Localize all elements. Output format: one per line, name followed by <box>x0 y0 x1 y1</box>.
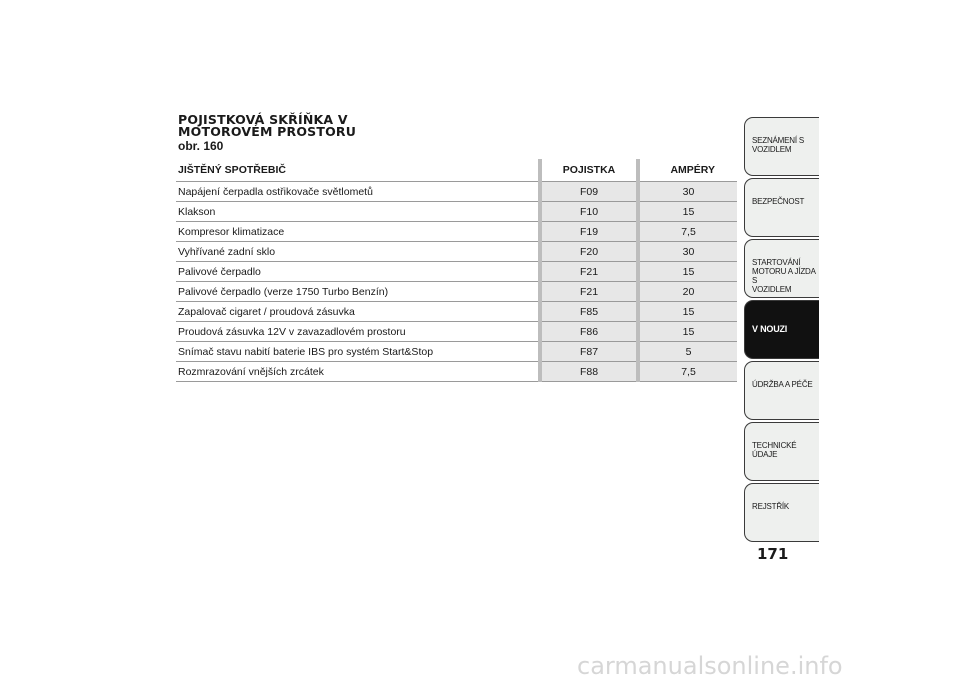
consumer-cell: Palivové čerpadlo (verze 1750 Turbo Benzín) <box>176 282 540 302</box>
consumer-cell: Rozmrazování vnějších zrcátek <box>176 362 540 382</box>
fuse-cell: F87 <box>540 342 638 362</box>
fuse-cell: F85 <box>540 302 638 322</box>
ampere-cell: 30 <box>638 182 737 202</box>
fuse-cell: F88 <box>540 362 638 382</box>
ampere-cell: 15 <box>638 262 737 282</box>
page-number: 171 <box>757 545 789 563</box>
table-row <box>176 182 737 202</box>
fuse-cell: F21 <box>540 282 638 302</box>
table-row <box>176 362 737 382</box>
ampere-cell: 15 <box>638 322 737 342</box>
section-title-line-1: POJISTKOVÁ SKŘÍŇKA V <box>178 112 348 127</box>
fuse-cell: F86 <box>540 322 638 342</box>
watermark: carmanualsonline.info <box>577 652 843 680</box>
consumer-cell: Snímač stavu nabití baterie IBS pro systém Start&Stop <box>176 342 540 362</box>
fuse-cell: F09 <box>540 182 638 202</box>
ampere-cell: 7,5 <box>638 222 737 242</box>
tab-emergency[interactable]: V NOUZI <box>744 300 819 359</box>
fuse-cell: F20 <box>540 242 638 262</box>
section-title-line-2: MOTOROVÉM PROSTORU <box>178 124 357 139</box>
ampere-cell: 30 <box>638 242 737 262</box>
fuse-cell: F19 <box>540 222 638 242</box>
consumer-cell: Zapalovač cigaret / proudová zásuvka <box>176 302 540 322</box>
tab-starting-driving[interactable]: STARTOVÁNÍ MOTORU A JÍZDA S VOZIDLEM <box>744 239 819 298</box>
section-title <box>178 114 356 138</box>
chapter-tabs <box>744 117 819 544</box>
table-row <box>176 242 737 262</box>
tab-technical-data[interactable]: TECHNICKÉ ÚDAJE <box>744 422 819 481</box>
tab-safety[interactable]: BEZPEČNOST <box>744 178 819 237</box>
header-consumer: JIŠTĚNÝ SPOTŘEBIČ <box>176 159 540 182</box>
table-row <box>176 322 737 342</box>
figure-reference: obr. 160 <box>178 139 224 153</box>
table-row <box>176 282 737 302</box>
ampere-cell: 7,5 <box>638 362 737 382</box>
consumer-cell: Kompresor klimatizace <box>176 222 540 242</box>
table-row <box>176 262 737 282</box>
consumer-cell: Napájení čerpadla ostřikovače světlometů <box>176 182 540 202</box>
table-row <box>176 302 737 322</box>
consumer-cell: Vyhřívané zadní sklo <box>176 242 540 262</box>
consumer-cell: Klakson <box>176 202 540 222</box>
tab-index[interactable]: REJSTŘÍK <box>744 483 819 542</box>
header-amperes: AMPÉRY <box>638 159 737 182</box>
fuse-cell: F21 <box>540 262 638 282</box>
table-row <box>176 202 737 222</box>
header-fuse: POJISTKA <box>540 159 638 182</box>
fuse-cell: F10 <box>540 202 638 222</box>
ampere-cell: 20 <box>638 282 737 302</box>
ampere-cell: 15 <box>638 202 737 222</box>
consumer-cell: Palivové čerpadlo <box>176 262 540 282</box>
table-row <box>176 222 737 242</box>
ampere-cell: 5 <box>638 342 737 362</box>
fuse-table <box>176 159 737 382</box>
table-row <box>176 342 737 362</box>
tab-vehicle-intro[interactable]: SEZNÁMENÍ S VOZIDLEM <box>744 117 819 176</box>
consumer-cell: Proudová zásuvka 12V v zavazadlovém prostoru <box>176 322 540 342</box>
ampere-cell: 15 <box>638 302 737 322</box>
table-header-row <box>176 159 737 182</box>
tab-maintenance[interactable]: ÚDRŽBA A PÉČE <box>744 361 819 420</box>
